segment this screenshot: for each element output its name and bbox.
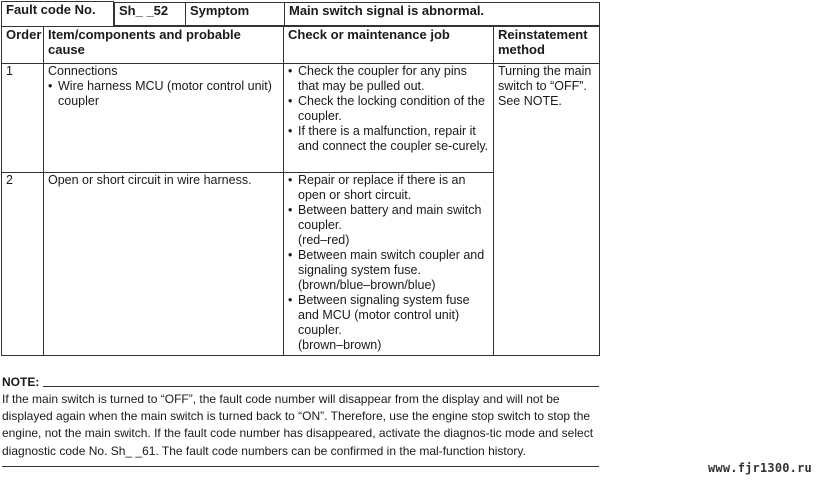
check-cell: [284, 63, 494, 172]
note-bottom-divider: [2, 466, 599, 467]
check-text: • Between signaling system fuse and MCU (motor control unit) coupler.: [298, 292, 470, 337]
header-check: Check or maintenance job: [284, 26, 494, 63]
item-cell: [44, 63, 284, 172]
fault-code-label: Fault code No.: [2, 2, 114, 27]
symptom-value: Main switch signal is abnormal.: [285, 2, 600, 25]
note-divider: [43, 386, 599, 387]
item-title: Connections: [48, 63, 118, 78]
check-wire-colors: (brown/blue–brown/blue): [298, 277, 436, 292]
symptom-label: Symptom: [186, 2, 285, 25]
item-bullets: [48, 79, 279, 109]
check-wire-colors: (brown–brown): [298, 337, 382, 352]
list-item: • Check the locking condition of the coupler.: [288, 94, 489, 124]
header-order: Order: [2, 26, 44, 63]
order-cell: 2: [2, 172, 44, 355]
item-title: Open or short circuit in wire harness.: [48, 172, 252, 187]
list-item: [288, 293, 489, 353]
check-list: [288, 64, 489, 154]
list-item: [288, 203, 489, 248]
check-list: [288, 173, 489, 353]
check-text: • Between battery and main switch coupler.: [298, 202, 482, 232]
reinstatement-note: See NOTE.: [498, 93, 562, 108]
fault-code-value: Sh_ _52: [115, 2, 186, 25]
header-item: Item/components and probable cause: [44, 26, 284, 63]
watermark: www.fjr1300.ru: [708, 461, 812, 475]
check-cell: [284, 172, 494, 355]
header-row: [2, 26, 600, 63]
note-section: [2, 374, 599, 467]
note-label: NOTE:: [2, 374, 40, 389]
fault-code-table: [1, 1, 600, 356]
list-item: [288, 248, 489, 293]
list-item: • Check the coupler for any pins that may be pulled out.: [288, 64, 489, 94]
header-reinstatement: Reinstatement method: [494, 26, 600, 63]
check-wire-colors: (red–red): [298, 232, 350, 247]
list-item: • If there is a malfunction, repair it and connect the coupler se-curely.: [288, 124, 489, 154]
list-item: • Repair or replace if there is an open or short circuit.: [288, 173, 489, 203]
list-item: • Wire harness MCU (motor control unit) coupler: [48, 79, 279, 109]
order-cell: 1: [2, 63, 44, 172]
reinstatement-cell: [494, 63, 600, 355]
fault-code-row: [2, 2, 600, 27]
check-text: • Between main switch coupler and signaling system fuse.: [298, 247, 485, 277]
note-text: If the main switch is turned to “OFF”, the fault code number will disappear from the display and will not be displayed again when the main switch is turned back to “ON”. Therefore, use the engine stop switch to stop the engine, not the main switch. If the fault code number has disappeared, activate the diagnos-tic mode and select diagnostic code No. Sh_ _61. The fault code numbers can be confirmed in the mal-function history.: [2, 392, 594, 458]
item-cell: [44, 172, 284, 355]
reinstatement-text: Turning the main switch to “OFF”.: [498, 63, 592, 93]
table-row: [2, 63, 600, 172]
